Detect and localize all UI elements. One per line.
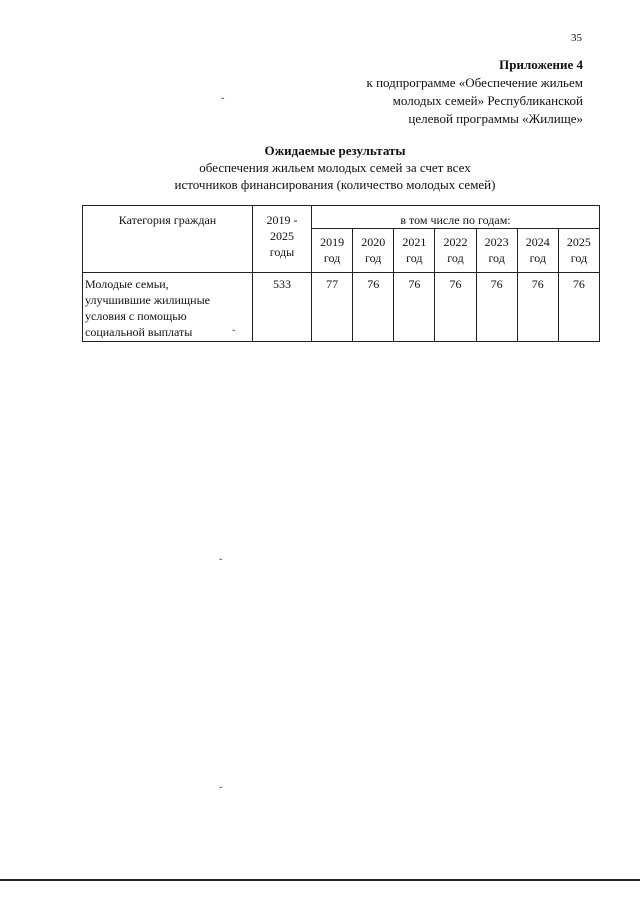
table-header-row (83, 206, 600, 229)
results-table (82, 205, 600, 342)
appendix-title: Приложение 4 (499, 57, 583, 72)
header-year-cell (353, 229, 394, 273)
heading-title: Ожидаемые результаты (264, 143, 406, 158)
scan-mark: ˇ (232, 329, 236, 340)
header-year-cell (394, 229, 435, 273)
page-number: 35 (571, 32, 582, 44)
bottom-border-line (0, 879, 640, 881)
header-period-line: годы (269, 245, 295, 259)
header-year-cell (558, 229, 599, 273)
header-period-line: 2019 - (266, 213, 298, 227)
scan-mark: ˇ (219, 786, 223, 797)
row-value: 76 (394, 273, 435, 342)
header-year-cell (517, 229, 558, 273)
row-value: 76 (517, 273, 558, 342)
header-year-cell (435, 229, 476, 273)
scan-mark: ˇ (219, 558, 223, 569)
header-year-unit: год (406, 251, 423, 265)
header-year-cell (476, 229, 517, 273)
appendix-line: к подпрограмме «Обеспечение жильем (366, 75, 583, 90)
row-value: 76 (435, 273, 476, 342)
header-year: 2020 (361, 235, 386, 249)
header-year: 2021 (402, 235, 427, 249)
table-row (83, 273, 600, 342)
document-heading (85, 142, 585, 193)
header-years-group: в том числе по годам: (312, 206, 600, 229)
header-year-cell (312, 229, 353, 273)
heading-subtitle-line: обеспечения жильем молодых семей за счет всех (199, 160, 471, 175)
row-value: 76 (558, 273, 599, 342)
row-category-line: социальной выплаты (85, 325, 193, 339)
row-value: 76 (476, 273, 517, 342)
row-category (83, 273, 253, 342)
header-year-unit: год (365, 251, 382, 265)
header-year: 2022 (443, 235, 468, 249)
appendix-line: целевой программы «Жилище» (408, 111, 583, 126)
row-category-line: Молодые семьи, (85, 277, 169, 291)
heading-subtitle-line: источников финансирования (количество молодых семей) (174, 177, 496, 192)
row-value: 77 (312, 273, 353, 342)
row-value: 76 (353, 273, 394, 342)
header-year: 2025 (566, 235, 591, 249)
header-year-unit: год (323, 251, 341, 265)
appendix-header (283, 56, 583, 128)
row-category-line: улучшившие жилищные (85, 293, 210, 307)
header-year-unit: год (529, 251, 546, 265)
header-period-line: 2025 (270, 229, 294, 243)
header-year: 2019 (320, 235, 345, 249)
appendix-line: молодых семей» Республиканской (392, 93, 583, 108)
header-year-unit: год (447, 251, 464, 265)
header-year-unit: год (570, 251, 588, 265)
header-year: 2024 (525, 235, 550, 249)
header-period (253, 206, 312, 273)
scan-mark: ˇ (221, 97, 225, 108)
row-total: 533 (253, 273, 312, 342)
header-category: Категория граждан (83, 206, 253, 273)
row-category-line: условия с помощью (85, 309, 187, 323)
header-year: 2023 (484, 235, 509, 249)
header-year-unit: год (488, 251, 505, 265)
